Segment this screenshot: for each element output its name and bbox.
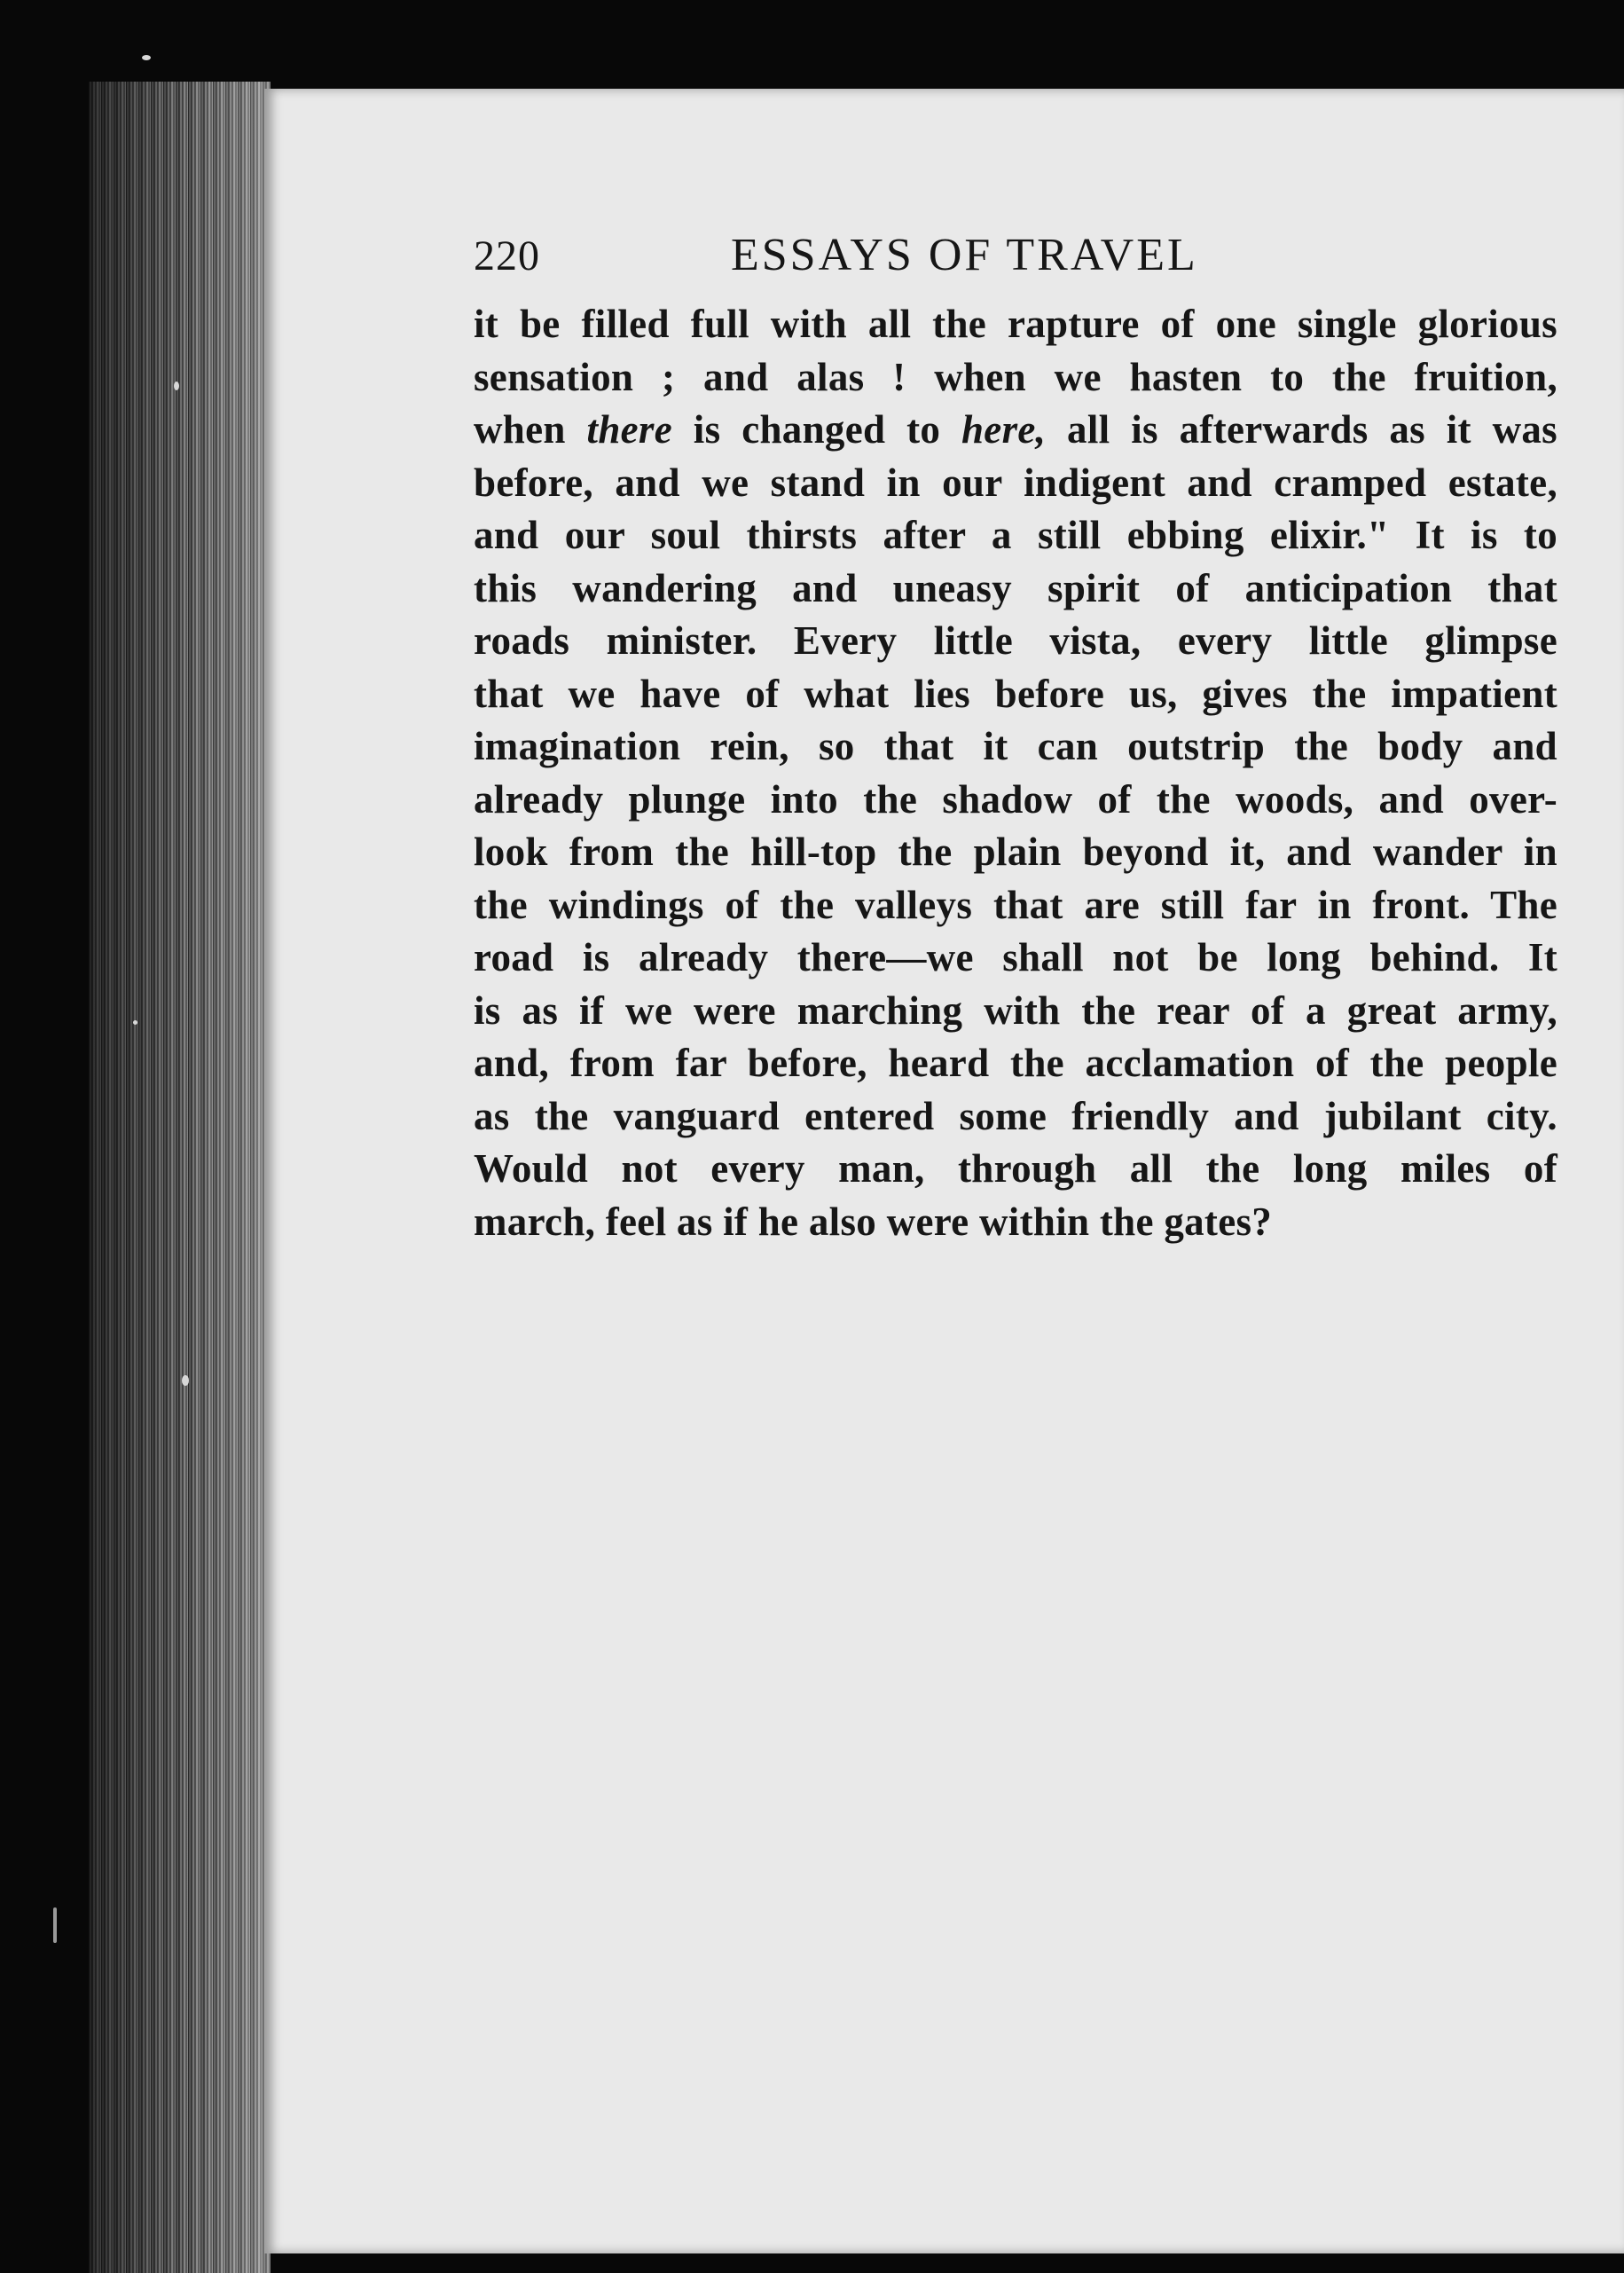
text-line: already plunge into the shadow of the woods, and over-: [474, 776, 1557, 822]
running-title: ESSAYS OF TRAVEL: [731, 230, 1198, 280]
text-line: sensation ; and alas ! when we hasten to the fruition,: [474, 354, 1557, 399]
text-line: before, and we stand in our indigent and cramped estate,: [474, 460, 1557, 505]
text-line: as the vanguard entered some friendly and jubilant city.: [474, 1093, 1557, 1138]
text-line: this wandering and uneasy spirit of anticipation that: [474, 565, 1557, 610]
italic-word: here,: [961, 407, 1047, 452]
page-content: [474, 229, 1557, 1248]
text-line-with-italics: [474, 404, 1557, 457]
page-number: 220: [474, 232, 540, 279]
text-line-last: march, feel as if he also were within the gates?: [474, 1199, 1273, 1244]
italic-word: there: [586, 407, 673, 452]
text-line: it be filled full with all the rapture of one single glorious: [474, 302, 1557, 346]
text-line: the windings of the valleys that are still far in front. The: [474, 882, 1557, 927]
book-page: [264, 89, 1624, 2253]
text-line: and our soul thirsts after a still ebbing elixir." It is to: [474, 513, 1557, 557]
text-line: is as if we were marching with the rear of a great army,: [474, 987, 1557, 1033]
text-line: and, from far before, heard the acclamation of the people: [474, 1041, 1557, 1085]
text-line: look from the hill-top the plain beyond it, and wander in: [474, 830, 1557, 874]
text-segment: is changed to: [672, 407, 961, 452]
text-line: roads minister. Every little vista, every little glimpse: [474, 618, 1557, 663]
text-segment: when: [474, 407, 587, 452]
text-line: imagination rein, so that it can outstrip the body and: [474, 724, 1557, 768]
body-text: [474, 298, 1557, 1248]
running-head: [474, 229, 1557, 293]
book-page-edges: [89, 82, 271, 2273]
text-line: road is already there—we shall not be long behind. It: [474, 935, 1557, 979]
text-line: Would not every man, through all the long miles of: [474, 1146, 1557, 1191]
text-segment: all is afterwards as it was: [1046, 407, 1557, 452]
text-line: that we have of what lies before us, gives the impatient: [474, 671, 1557, 716]
